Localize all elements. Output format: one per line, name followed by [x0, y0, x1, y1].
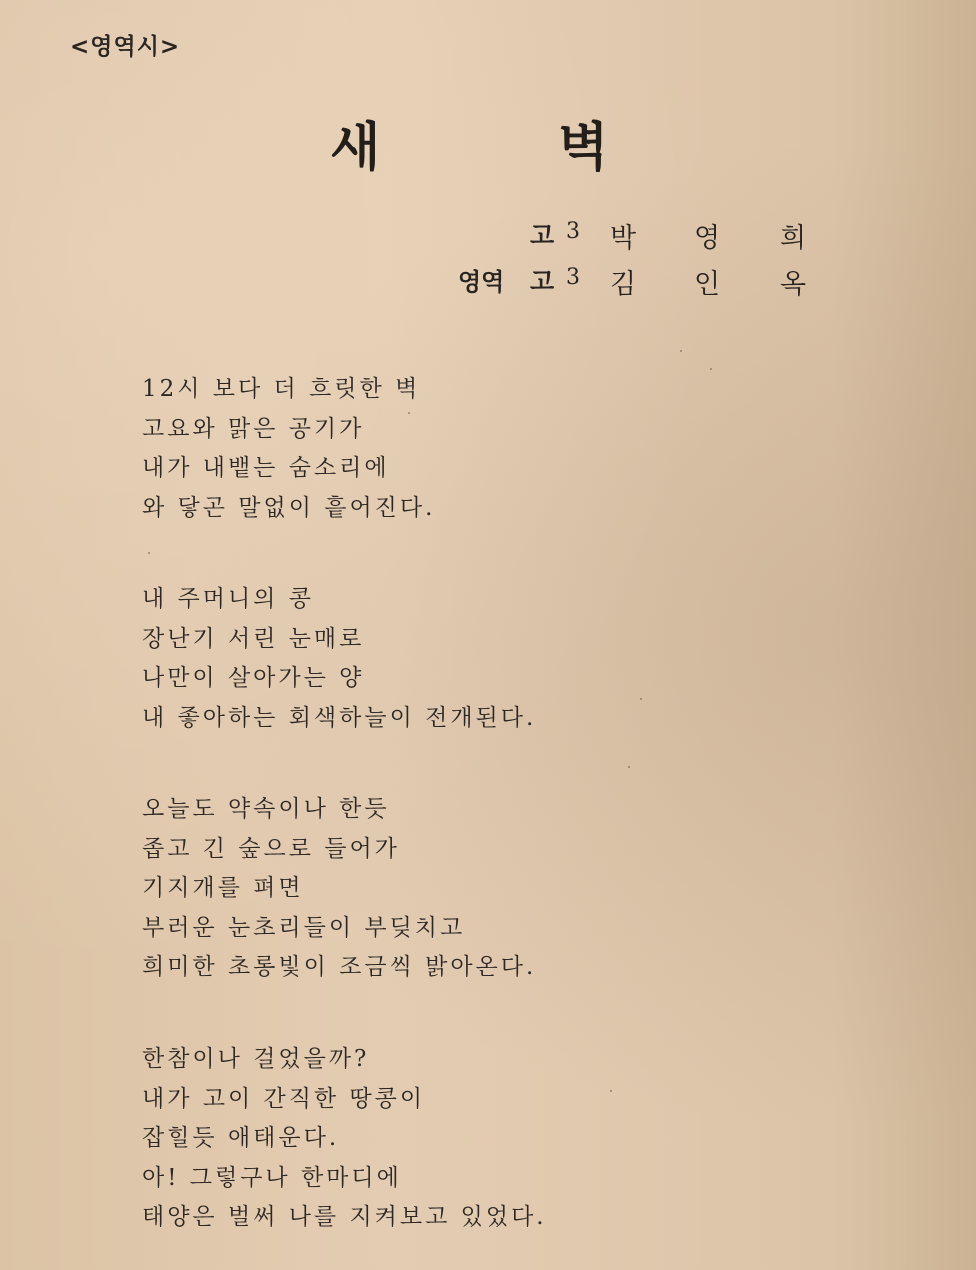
paper-speck [408, 412, 410, 414]
poem-line: 태양은 벌써 나를 지켜보고 있었다. [142, 1204, 547, 1230]
poem-line: 기지개를 펴면 [142, 875, 304, 901]
author-line-poet [450, 216, 830, 254]
author-name-char-1: 박 [610, 223, 637, 254]
paper-speck [628, 766, 630, 768]
poem-line: 아! 그렇구나 한마디에 [142, 1164, 402, 1191]
poem-line: 희미한 초롱빛이 조금씩 밝아온다. [142, 954, 537, 980]
stanza-4 [142, 1040, 547, 1238]
poem-line: 오늘도 약속이나 한듯 [142, 796, 390, 822]
translator-name-char-1: 김 [610, 269, 637, 300]
poem-line: 고요와 맑은 공기가 [142, 415, 365, 442]
poem-line: 한참이나 걸었을까? [142, 1046, 370, 1072]
author-grade: 3 [566, 219, 580, 244]
translator-school: 고 [530, 267, 555, 296]
stanza-3 [142, 790, 536, 988]
paper-speck [640, 698, 642, 700]
translator-role: 영역 [458, 268, 505, 296]
author-name-char-3: 희 [780, 223, 807, 254]
author-school: 고 [530, 221, 555, 250]
stanza-1 [142, 370, 435, 528]
poem-line: 내 좋아하는 회색하늘이 전개된다. [142, 704, 537, 731]
paper-speck [710, 368, 712, 370]
poem-line: 부러운 눈초리들이 부딪치고 [142, 914, 466, 941]
poem-line: 잡힐듯 애태운다. [142, 1125, 340, 1151]
author-line-translator [450, 262, 830, 300]
title-char-2: 벽 [558, 117, 609, 178]
poem-line: 장난기 서린 눈매로 [142, 625, 365, 652]
paper-speck [610, 1090, 612, 1092]
section-tag: <영역시> [70, 34, 181, 60]
poem-line: 12시 보다 더 흐릿한 벽 [142, 376, 421, 402]
poem-line: 나만이 살아가는 양 [142, 665, 365, 691]
poem-line: 와 닿곤 말없이 흩어진다. [142, 494, 436, 521]
translator-grade: 3 [566, 265, 580, 290]
translator-name-char-2: 인 [694, 269, 721, 300]
poem-line: 내가 고이 간직한 땅콩이 [142, 1085, 426, 1112]
title-char-1: 새 [330, 117, 381, 178]
poem-line: 내 주머니의 콩 [142, 586, 314, 612]
poem-line: 좁고 긴 숲으로 들어가 [142, 835, 400, 862]
paper-speck [148, 552, 150, 554]
author-name-char-2: 영 [694, 223, 721, 254]
translator-name-char-3: 옥 [780, 269, 807, 300]
paper-speck [680, 350, 682, 352]
poem-line: 내가 내뱉는 숨소리에 [142, 455, 390, 481]
stanza-2 [142, 580, 536, 738]
